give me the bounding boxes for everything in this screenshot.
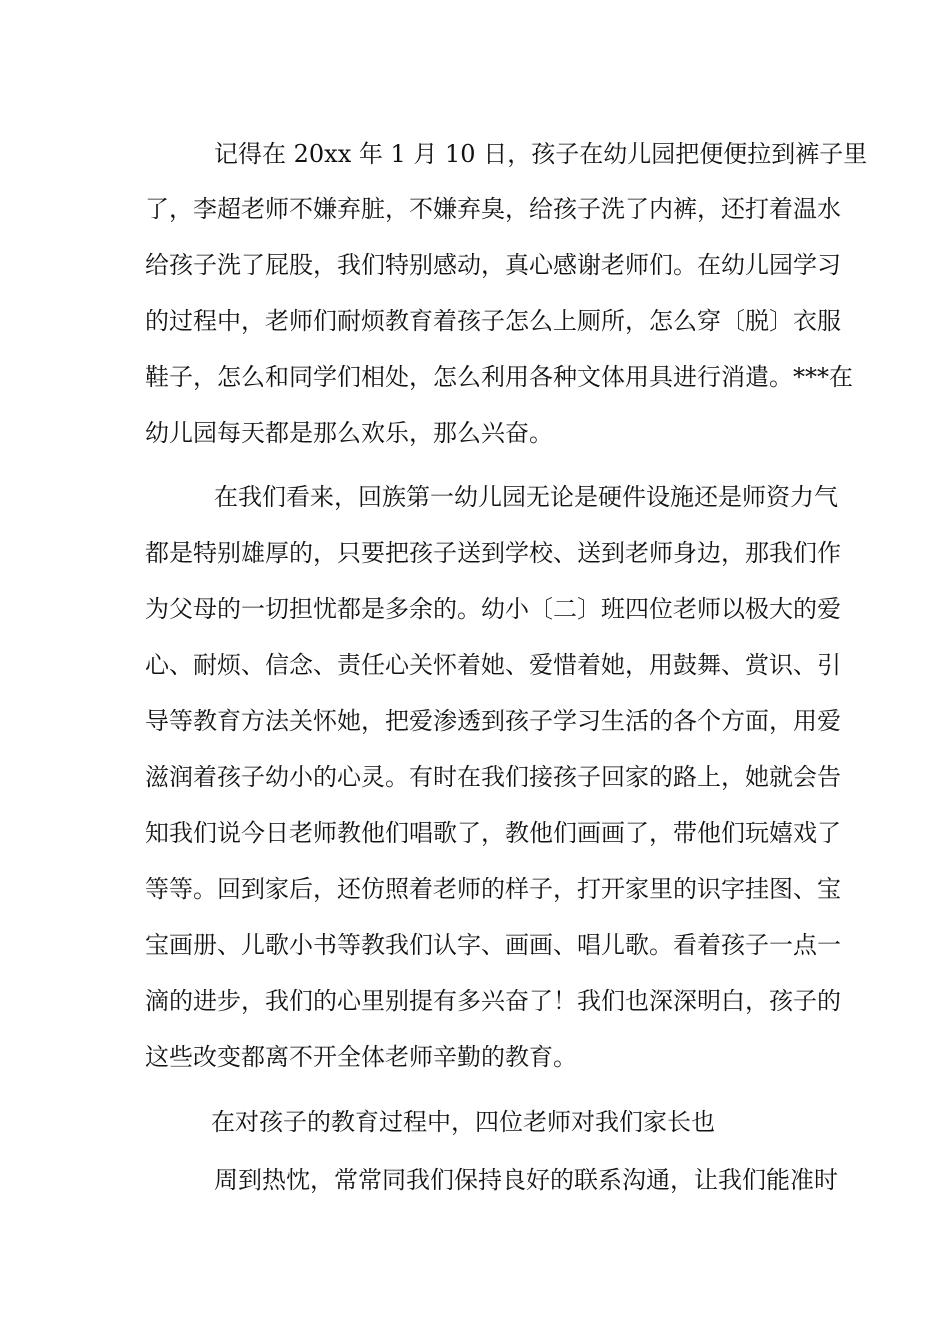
- text-line: 幼儿园每天都是那么欢乐，那么兴奋。: [145, 419, 553, 447]
- text-line: 宝画册、儿歌小书等教我们认字、画画、唱儿歌。看着孩子一点一: [145, 931, 841, 959]
- text-line: 都是特别雄厚的，只要把孩子送到学校、送到老师身边，那我们作: [145, 539, 841, 567]
- text-line: 在我们看来，回族第一幼儿园无论是硬件设施还是师资力气: [214, 483, 838, 511]
- text-line: 了，李超老师不嫌弃脏，不嫌弃臭，给孩子洗了内裤，还打着温水: [145, 195, 841, 223]
- text-line: 知我们说今日老师教他们唱歌了，教他们画画了，带他们玩嬉戏了: [145, 819, 841, 847]
- text-line: 给孩子洗了屁股，我们特别感动，真心感谢老师们。在幼儿园学习: [145, 251, 841, 279]
- text-line: 周到热忱，常常同我们保持良好的联系沟通，让我们能准时: [214, 1166, 838, 1194]
- text-line: 滋润着孩子幼小的心灵。有时在我们接孩子回家的路上，她就会告: [145, 763, 841, 791]
- text-line: 导等教育方法关怀她，把爱渗透到孩子学习生活的各个方面，用爱: [145, 707, 841, 735]
- text-line: 的过程中，老师们耐烦教育着孩子怎么上厕所，怎么穿〔脱〕衣服: [145, 307, 841, 335]
- text-line: 滴的进步，我们的心里别提有多兴奋了！我们也深深明白，孩子的: [145, 987, 841, 1015]
- text-line: 等等。回到家后，还仿照着老师的样子，打开家里的识字挂图、宝: [145, 875, 841, 903]
- text-line: 心、耐烦、信念、责任心关怀着她、爱惜着她，用鼓舞、赏识、引: [145, 651, 841, 679]
- text-line: 为父母的一切担忧都是多余的。幼小〔二〕班四位老师以极大的爱: [145, 595, 841, 623]
- text-line: 这些改变都离不开全体老师辛勤的教育。: [145, 1043, 577, 1071]
- text-line: 在对孩子的教育过程中，四位老师对我们家长也: [211, 1108, 715, 1136]
- text-line: 鞋子，怎么和同学们相处，怎么利用各种文体用具进行消遣。***在: [145, 363, 853, 391]
- text-line: 记得在 20xx 年 1 月 10 日，孩子在幼儿园把便便拉到裤子里: [214, 140, 868, 168]
